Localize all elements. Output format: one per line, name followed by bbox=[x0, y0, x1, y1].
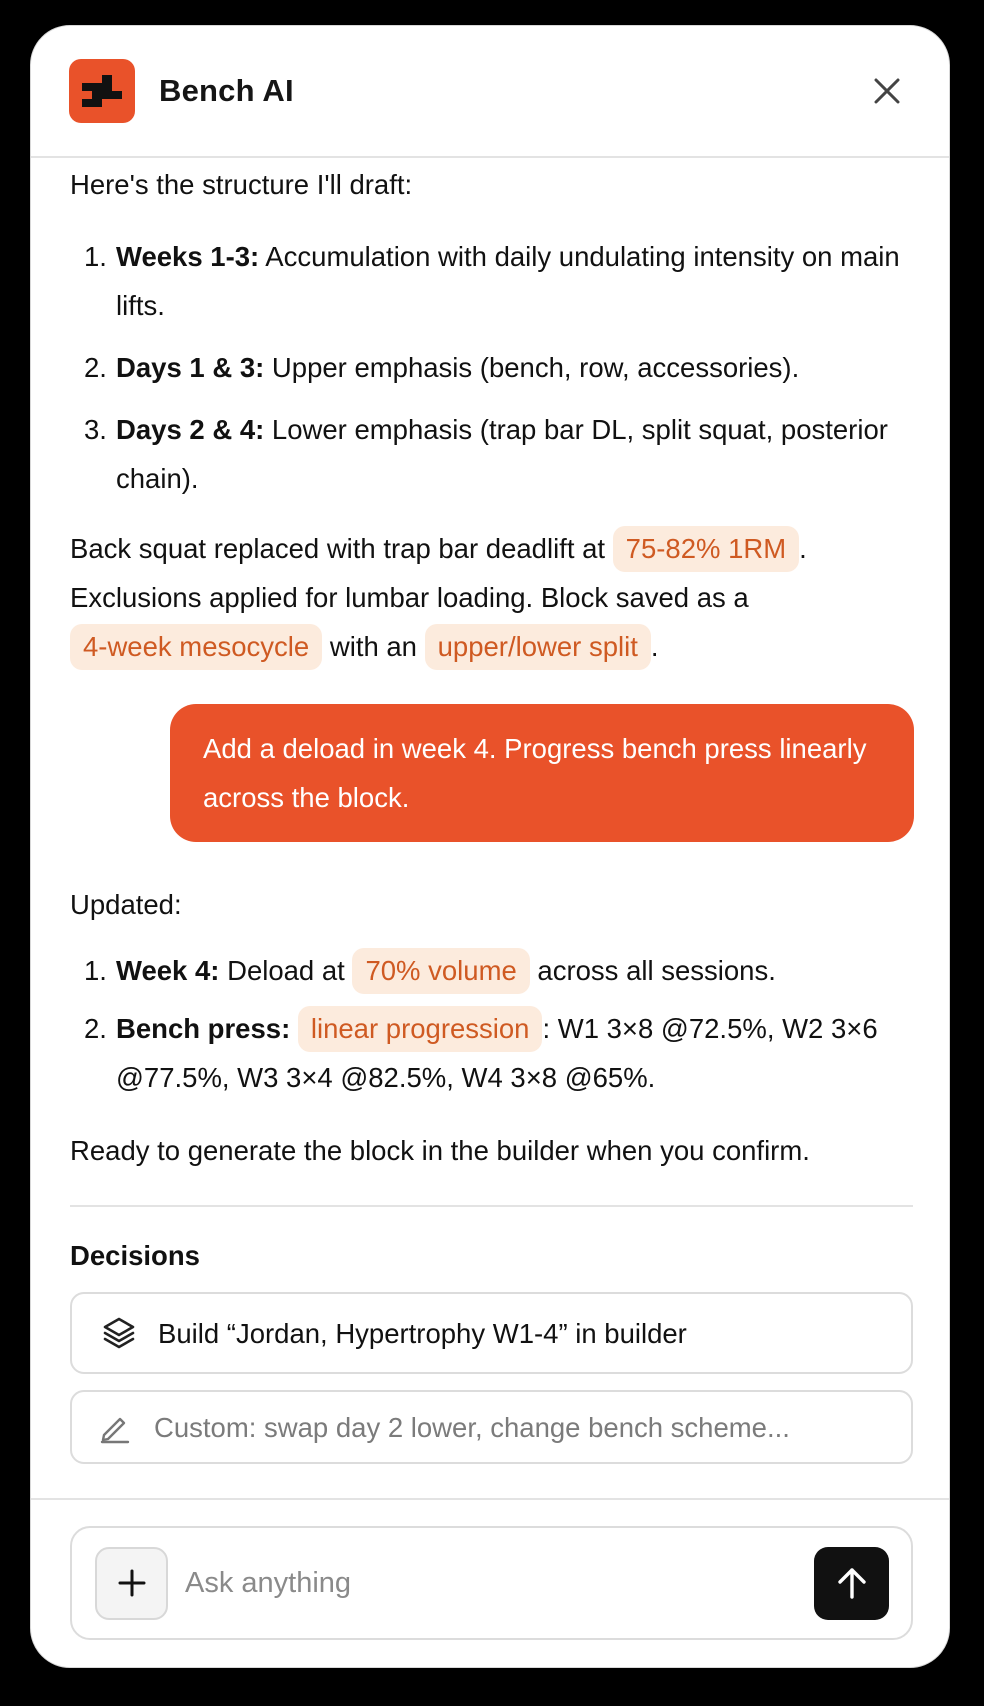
tag-chip: 75-82% 1RM bbox=[613, 526, 800, 572]
list-item: 2. Days 1 & 3: Upper emphasis (bench, row, accessories). bbox=[84, 352, 800, 383]
list-item: 1. Week 4: Deload at 70% volume across all sessions. bbox=[70, 946, 913, 995]
tag-chip: linear progression bbox=[298, 1006, 543, 1052]
app-logo-icon bbox=[69, 59, 135, 123]
build-in-builder-button[interactable] bbox=[70, 1292, 913, 1374]
divider bbox=[70, 1205, 913, 1207]
tag-chip: 4-week mesocycle bbox=[70, 624, 322, 670]
composer-area bbox=[31, 1498, 949, 1668]
assistant-closing: Ready to generate the block in the builder when you confirm. bbox=[70, 1135, 810, 1166]
list-item: 2. Bench press: linear progression : W1 3×8 @72.5%, W2 3×6 @77.5%, W3 3×4 @82.5%, W4 3×8 @65%. bbox=[70, 1004, 913, 1102]
add-attachment-button[interactable] bbox=[95, 1547, 168, 1620]
custom-placeholder: Custom: swap day 2 lower, change bench scheme... bbox=[154, 1411, 790, 1443]
pencil-icon bbox=[98, 1410, 132, 1444]
plus-icon bbox=[118, 1569, 146, 1597]
close-icon bbox=[874, 78, 900, 104]
ask-input[interactable] bbox=[185, 1567, 814, 1600]
list-item: 3. Days 2 & 4: Lower emphasis (trap bar DL, split squat, posterior chain). bbox=[84, 414, 888, 494]
user-message-bubble: Add a deload in week 4. Progress bench press linearly across the block. bbox=[170, 704, 914, 842]
assistant-updated-label: Updated: bbox=[70, 889, 182, 920]
assistant-intro: Here's the structure I'll draft: bbox=[70, 169, 413, 200]
structure-list bbox=[70, 232, 913, 503]
summary-paragraph: Back squat replaced with trap bar deadlift at 75-82% 1RM . Exclusions applied for lumbar loading. Block saved as a 4-week mesocycle with an upper/lower split . bbox=[70, 524, 913, 671]
layers-icon bbox=[102, 1316, 136, 1350]
build-option-label: Build “Jordan, Hypertrophy W1-4” in builder bbox=[158, 1317, 687, 1349]
arrow-up-icon bbox=[836, 1566, 868, 1600]
send-button[interactable] bbox=[814, 1547, 889, 1620]
composer bbox=[70, 1526, 913, 1640]
header bbox=[31, 26, 949, 158]
list-item: 1. Weeks 1-3: Accumulation with daily undulating intensity on main lifts. bbox=[84, 241, 900, 321]
tag-chip: upper/lower split bbox=[425, 624, 651, 670]
updated-list bbox=[70, 946, 913, 1102]
decisions-label: Decisions bbox=[70, 1240, 200, 1271]
close-button[interactable] bbox=[863, 67, 911, 115]
conversation bbox=[70, 158, 913, 1464]
custom-decision-field[interactable] bbox=[70, 1390, 913, 1464]
chat-window bbox=[30, 25, 950, 1668]
tag-chip: 70% volume bbox=[352, 948, 529, 994]
app-title: Bench AI bbox=[159, 73, 294, 108]
